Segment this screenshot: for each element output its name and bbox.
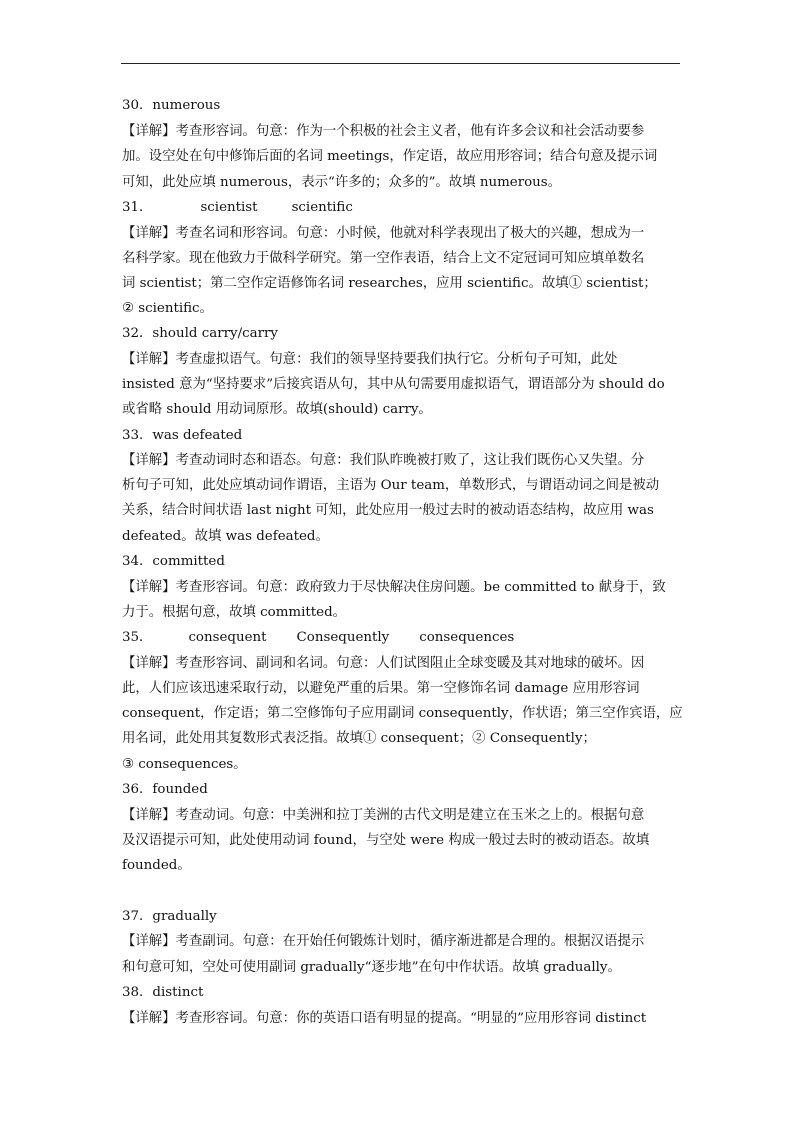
question-number: 35． bbox=[122, 630, 153, 645]
answer-heading: 32．should carry/carry bbox=[122, 326, 278, 341]
answer-blank-3: consequences bbox=[419, 630, 515, 645]
answer-blank-2: scientific bbox=[291, 200, 353, 215]
answer-heading: 33．was defeated bbox=[122, 428, 243, 443]
header-rule bbox=[121, 63, 680, 64]
explanation-line: 和句意可知，空处可使用副词 gradually“逐步地”在句中作状语。故填 gradually。 bbox=[122, 960, 621, 975]
explanation-line: 名科学家。现在他致力于做科学研究。第一空作表语，结合上文不定冠词可知应填单数名 bbox=[122, 251, 645, 266]
explanation-line: 或省略 should 用动词原形。故填(should) carry。 bbox=[122, 402, 432, 417]
answer-blank-1: consequent bbox=[188, 630, 267, 645]
explanation-line: 【详解】考查形容词。句意：你的英语口语有明显的提高。“明显的”应用形容词 distinct bbox=[122, 1011, 647, 1026]
explanation-line: 用名词，此处用其复数形式表泛指。故填① consequent；② Consequently； bbox=[122, 731, 596, 746]
explanation-line: insisted 意为“坚持要求”后接宾语从句，其中从句需要用虚拟语气，谓语部分为 should do bbox=[122, 377, 665, 392]
answer-heading: 36．founded bbox=[122, 782, 208, 797]
explanation-line: 力于。根据句意，故填 committed。 bbox=[122, 605, 347, 620]
explanation-line: consequent，作定语；第二空修饰句子应用副词 consequently，作状语；第三空作宾语，应 bbox=[122, 706, 683, 721]
explanation-line: 【详解】考查动词。句意：中美洲和拉丁美洲的古代文明是建立在玉米之上的。根据句意 bbox=[122, 808, 645, 823]
explanation-line: 可知，此处应填 numerous，表示“许多的；众多的”。故填 numerous。 bbox=[122, 175, 562, 190]
explanation-line: 【详解】考查副词。句意：在开始任何锻炼计划时，循序渐进都是合理的。根据汉语提示 bbox=[122, 934, 645, 949]
explanation-line: 【详解】考查形容词。句意：作为一个积极的社会主义者，他有许多会议和社会活动要参 bbox=[122, 124, 645, 139]
explanation-line: 【详解】考查形容词、副词和名词。句意：人们试图阻止全球变暖及其对地球的破坏。因 bbox=[122, 656, 645, 671]
explanation-line: founded。 bbox=[122, 858, 191, 873]
answer-heading bbox=[122, 198, 682, 217]
answer-heading: 34．committed bbox=[122, 554, 225, 569]
explanation-line: 词 scientist；第二空作定语修饰名词 researches，应用 scientific。故填① scientist； bbox=[122, 276, 657, 291]
answer-heading: 30．numerous bbox=[122, 98, 221, 113]
explanation-line: ② scientific。 bbox=[122, 301, 213, 316]
answer-blank-2: Consequently bbox=[296, 630, 390, 645]
explanation-line: 【详解】考查虚拟语气。句意：我们的领导坚持要我们执行它。分析句子可知，此处 bbox=[122, 352, 618, 367]
explanation-line: ③ consequences。 bbox=[122, 757, 247, 772]
answer-blank-1: scientist bbox=[200, 200, 258, 215]
answer-heading bbox=[122, 628, 682, 647]
answer-heading: 38．distinct bbox=[122, 985, 204, 1000]
explanation-line: 及汉语提示可知，此处使用动词 found，与空处 were 构成一般过去时的被动语态。故填 bbox=[122, 833, 650, 848]
question-number: 31． bbox=[122, 200, 153, 215]
explanation-line: defeated。故填 was defeated。 bbox=[122, 529, 329, 544]
explanation-line: 加。设空处在句中修饰后面的名词 meetings，作定语，故应用形容词；结合句意及提示词 bbox=[122, 149, 658, 164]
explanation-line: 【详解】考查形容词。句意：政府致力于尽快解决住房问题。be committed to 献身于，致 bbox=[122, 580, 666, 595]
answer-heading: 37．gradually bbox=[122, 909, 217, 924]
explanation-line: 析句子可知，此处应填动词作谓语，主语为 Our team，单数形式，与谓语动词之间是被动 bbox=[122, 478, 660, 493]
explanation-line: 关系，结合时间状语 last night 可知，此处应用一般过去时的被动语态结构，故应用 was bbox=[122, 503, 654, 518]
explanation-line: 【详解】考查动词时态和语态。句意：我们队昨晚被打败了，这让我们既伤心又失望。分 bbox=[122, 453, 645, 468]
explanation-line: 此，人们应该迅速采取行动，以避免严重的后果。第一空修饰名词 damage 应用形容词 bbox=[122, 681, 640, 696]
explanation-line: 【详解】考查名词和形容词。句意：小时候，他就对科学表现出了极大的兴趣，想成为一 bbox=[122, 226, 645, 241]
